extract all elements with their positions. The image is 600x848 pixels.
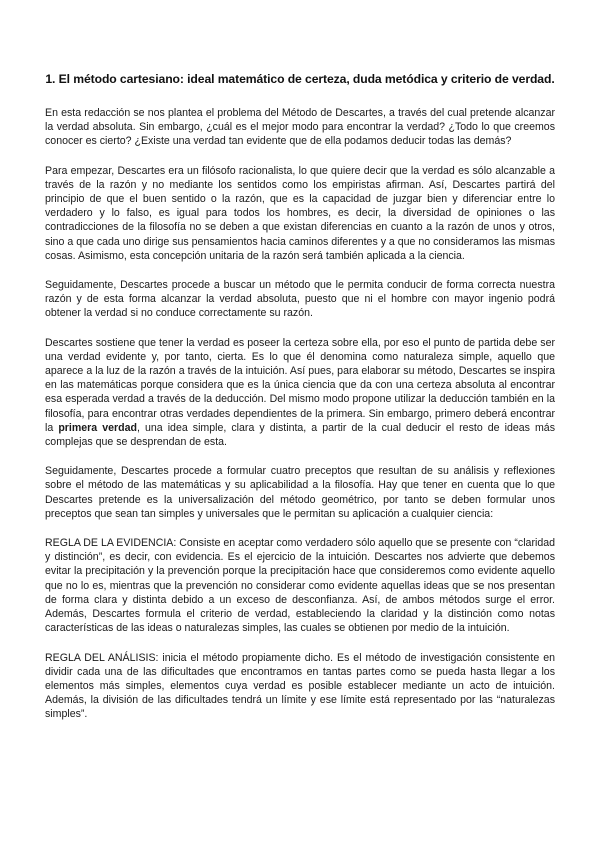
paragraph-preceptos: Seguidamente, Descartes procede a formular cuatro preceptos que resultan de su análisis y reflexiones sobre el método de las matemáticas y su aplicabilidad a la filosofía. Hay que tener en cuenta que lo que Descartes pretende es la universalización del método geométrico, por tanto se deben formular unos preceptos que sean tan simples y universales que le permitan su aplicación a cualquier ciencia: [45, 465, 555, 520]
paragraph-regla-evidencia: REGLA DE LA EVIDENCIA: Consiste en aceptar como verdadero sólo aquello que se presente con “claridad y distinción”, es decir, con evidencia. Es el ejercicio de la intuición. Descartes nos advierte que debemos evitar la precipitación y la prevención porque la precipitación hace que consideremos como evidente aquello que no lo es, mientras que la prevención no considerar como evidente aquellas ideas que se nos presentan de forma clara y distinta debido a un exceso de desconfianza. Así, de ambos métodos surge el error. Además, Descartes formula el criterio de verdad, estableciendo la claridad y la distinción como notas características de las ideas o naturalezas simples, las cuales se obtienen por medio de la intuición. [45, 537, 555, 635]
paragraph-regla-analisis: REGLA DEL ANÁLISIS: inicia el método propiamente dicho. Es el método de investigación consistente en dividir cada una de las dificultades que encontramos en tantas partes como se pueda hasta llegar a los elementos más simples, elementos cuya verdad es posible establecer mediante un acto de intuición. Además, la división de las dificultades tendrá un límite y ese límite está representado por las “naturalezas simples”. [45, 651, 555, 721]
paragraph-certeza [45, 336, 555, 450]
paragraph-metodo: Seguidamente, Descartes procede a buscar un método que le permita conducir de forma correcta nuestra razón y de esta forma alcanzar la verdad absoluta, puesto que ni el hombre con mayor ingenio podrá obtener la verdad si no conduce correctamente su razón. [45, 279, 555, 320]
primera-verdad-emphasis: primera verdad [58, 421, 137, 434]
paragraph-racionalismo: Para empezar, Descartes era un filósofo racionalista, lo que quiere decir que la verdad es sólo alcanzable a través de la razón y no mediante los sentidos como los empiristas afirman. Así, Descartes partirá del principio de que el buen sentido o la razón, que es la capacidad de juzgar bien y diferenciar entre lo verdadero y lo falso, es igual para todos los hombres, es decir, la diversidad de opiniones o las contradicciones de la filosofía no se deben a que existan diferencias en cuanto a la razón de unos y otros, sino a que cada uno dirige sus pensamientos hacia caminos diferentes y a que no consideramos las mismas cosas. Asimismo, esta concepción unitaria de la razón será también aplicada a la ciencia. [45, 164, 555, 262]
certeza-text-a: Descartes sostiene que tener la verdad es poseer la certeza sobre ella, por eso el punto de partida debe ser una verdad evidente y, por tanto, cierta. Es lo que él denomina como naturaleza simple, aquello que aparece a la luz de la razón a través de la intuición. Así pues, para elaborar su método, Descartes se inspira en las matemáticas porque considera que es la única ciencia que da con una certeza absoluta al encontrar esa esperada verdad a través de la deducción. Del mismo modo propone utilizar la deducción también en la filosofía, para encontrar otras verdades dependientes de la primera. Sin embargo, primero deberá encontrar la [45, 336, 555, 434]
paragraph-intro: En esta redacción se nos plantea el problema del Método de Descartes, a través del cual pretende alcanzar la verdad absoluta. Sin embargo, ¿cuál es el mejor modo para encontrar la verdad? ¿Todo lo que creemos conocer es cierto? ¿Existe una verdad tan evidente que de ella podamos deducir todas las demás? [45, 107, 555, 148]
document-title: 1. El método cartesiano: ideal matemático de certeza, duda metódica y criterio de verdad. [45, 72, 555, 86]
certeza-text-b: , una idea simple, clara y distinta, a partir de la cual deducir el resto de ideas más complejas que se desprendan de esta. [45, 421, 555, 449]
